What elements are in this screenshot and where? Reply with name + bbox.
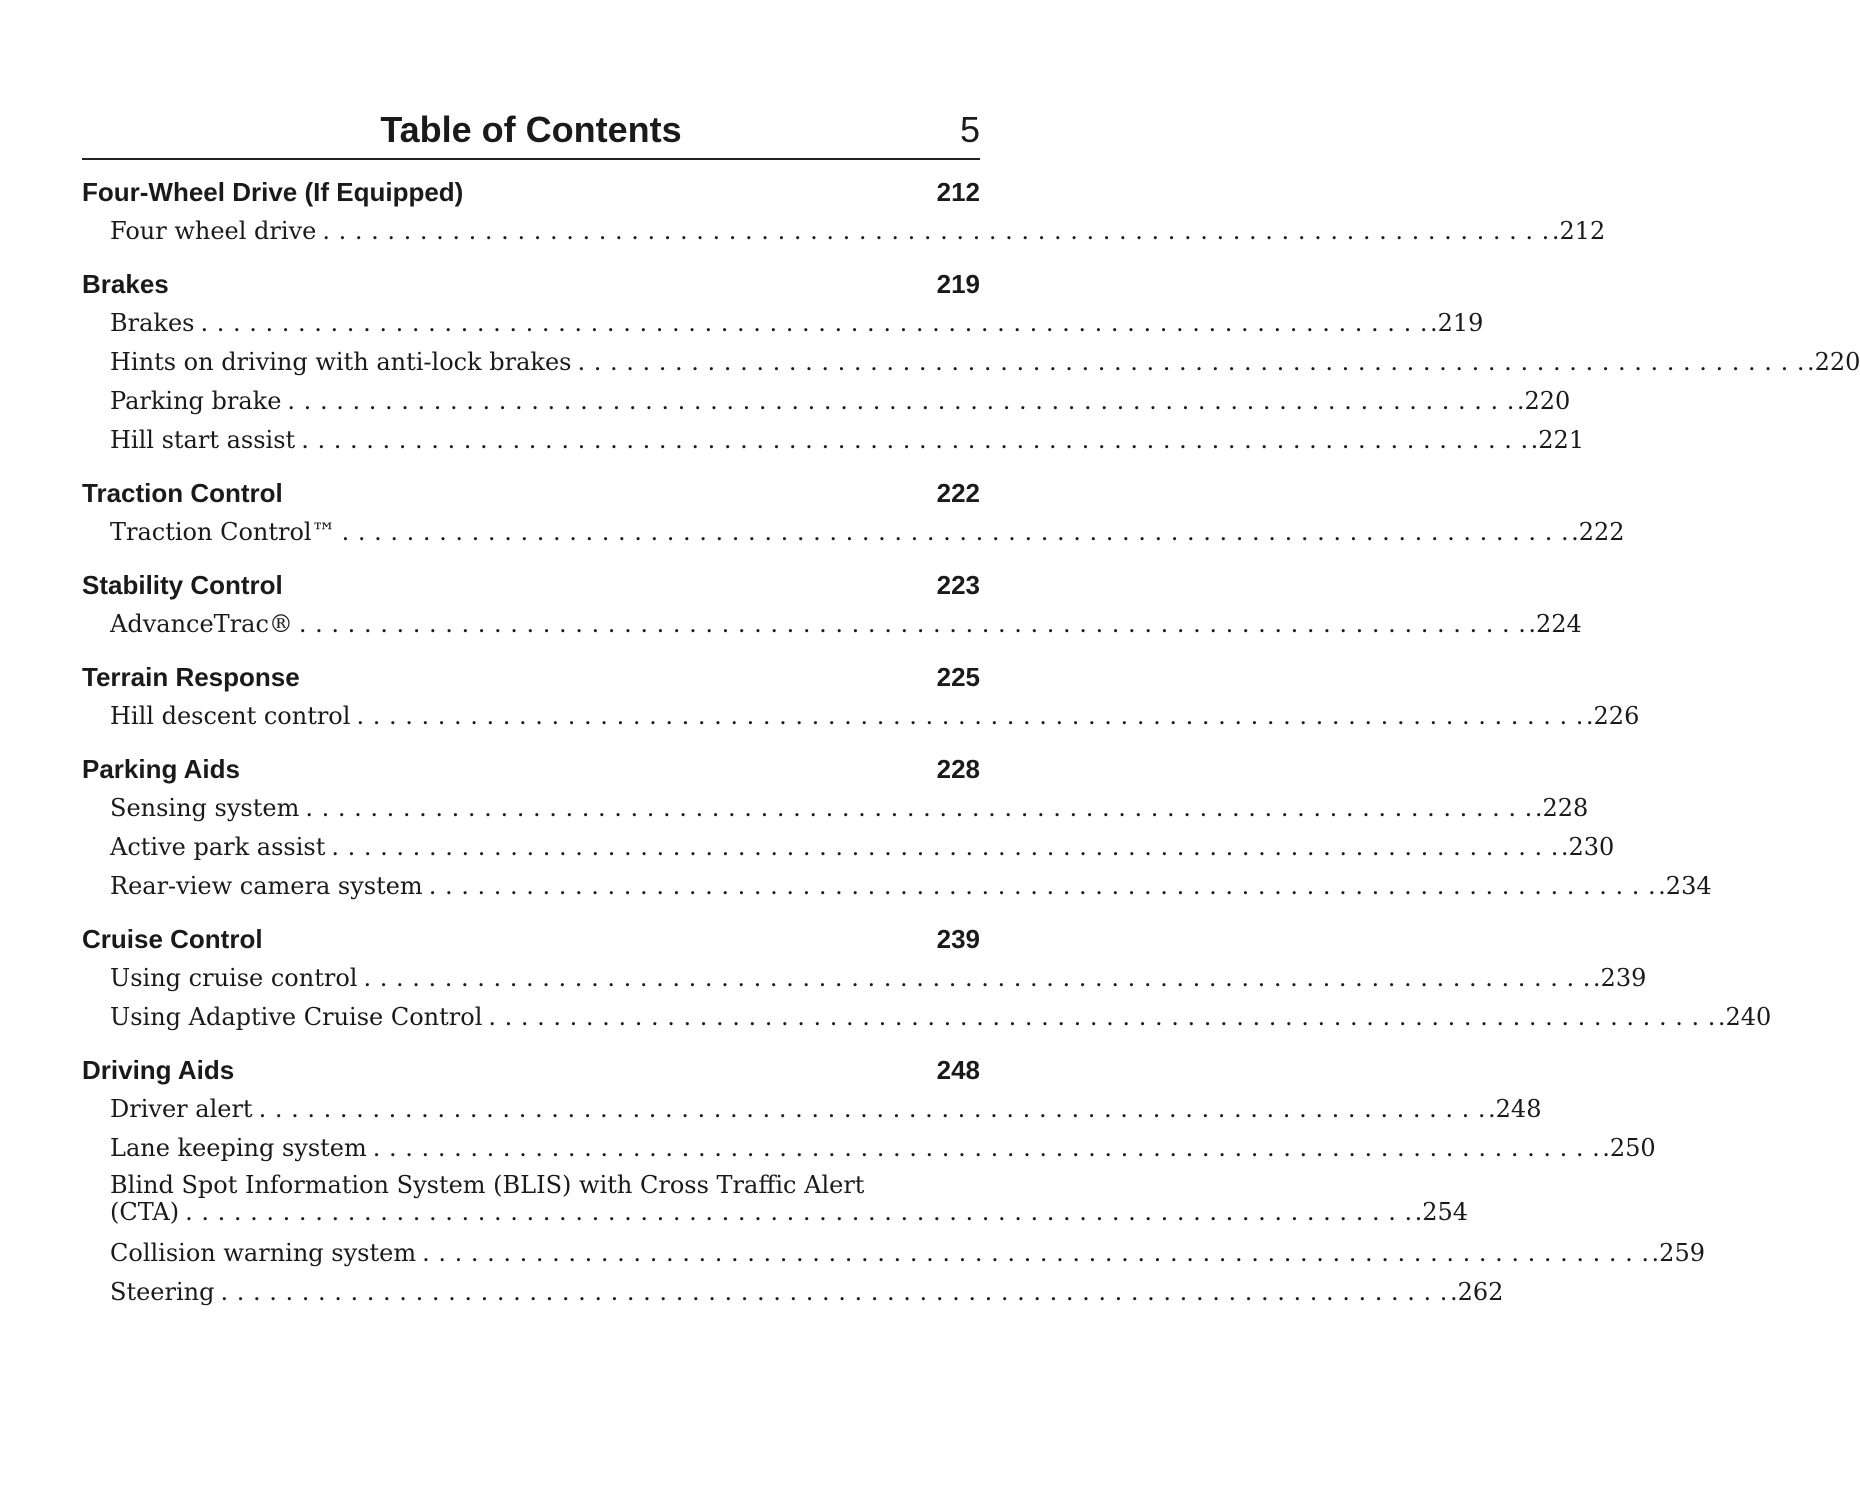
toc-entry[interactable]	[82, 212, 1606, 251]
toc-section	[82, 264, 1860, 460]
entry-label: Hill descent control	[110, 702, 351, 730]
entry-label: Collision warning system	[110, 1239, 417, 1267]
entry-label: Blind Spot Information System (BLIS) with Cross Traffic Alert	[110, 1171, 865, 1199]
section-page: 223	[936, 570, 980, 600]
dot-leader: . . . . . . . . . . . . . . . . . . . . . . . . . . . . . . . . . . . . . . . . . . . . . . . . . . . . . . . . . . . . . . . . . . . . . . . . . . . .	[200, 309, 1428, 337]
dot-leader: . . . . . . . . . . . . . . . . . . . . . . . . . . . . . . . . . . . . . . . . . . . . . . . . . . . . . . . . . . . . . . . . . . . . . . . . . . . .	[322, 217, 1550, 245]
section-heading[interactable]	[82, 473, 980, 513]
toc-section	[82, 749, 1712, 906]
entry-page: .248	[1488, 1095, 1542, 1123]
section-page: 239	[936, 924, 980, 954]
entry-label: Driver alert	[110, 1095, 253, 1123]
dot-leader: . . . . . . . . . . . . . . . . . . . . . . . . . . . . . . . . . . . . . . . . . . . . . . . . . . . . . . . . . . . . . . . . . . . . . . . . . . . .	[356, 702, 1584, 730]
dot-leader: . . . . . . . . . . . . . . . . . . . . . . . . . . . . . . . . . . . . . . . . . . . . . . . . . . . . . . . . . . . . . . . . . . . . . . . . . . . .	[372, 1134, 1601, 1162]
dot-leader: . . . . . . . . . . . . . . . . . . . . . . . . . . . . . . . . . . . . . . . . . . . . . . . . . . . . . . . . . . . . . . . . . . . . . . . . . . . .	[298, 610, 1527, 638]
toc-entry[interactable]	[82, 867, 1712, 906]
section-title: Driving Aids	[82, 1055, 235, 1085]
toc-entry[interactable]	[82, 1090, 1542, 1129]
toc-entry[interactable]	[82, 1234, 1705, 1273]
dot-leader: . . . . . . . . . . . . . . . . . . . . . . . . . . . . . . . . . . . . . . . . . . . . . . . . . . . . . . . . . . . . . . . . . . . . . . . . . . . .	[185, 1198, 1413, 1226]
entry-label: AdvanceTrac®	[110, 610, 293, 638]
entry-label: Using cruise control	[110, 964, 358, 992]
section-title: Stability Control	[82, 570, 283, 600]
toc-entry[interactable]	[82, 513, 1625, 552]
entry-label: Sensing system	[110, 794, 300, 822]
dot-leader: . . . . . . . . . . . . . . . . . . . . . . . . . . . . . . . . . . . . . . . . . . . . . . . . . . . . . . . . . . . . . . . . . . . . . . . . . . . .	[577, 348, 1805, 376]
dot-leader: . . . . . . . . . . . . . . . . . . . . . . . . . . . . . . . . . . . . . . . . . . . . . . . . . . . . . . . . . . . . . . . . . . . . . . . . . . . .	[305, 794, 1533, 822]
table-of-contents	[82, 172, 1860, 1325]
dot-leader: . . . . . . . . . . . . . . . . . . . . . . . . . . . . . . . . . . . . . . . . . . . . . . . . . . . . . . . . . . . . . . . . . . . . . . . . . . . .	[220, 1278, 1448, 1306]
entry-page: .220	[1806, 348, 1860, 376]
entry-label: Steering	[110, 1278, 215, 1306]
entry-label: Active park assist	[110, 833, 326, 861]
entry-label: Using Adaptive Cruise Control	[110, 1003, 483, 1031]
toc-entry[interactable]	[82, 1129, 1656, 1168]
section-title: Brakes	[82, 269, 169, 299]
toc-entry[interactable]	[82, 828, 1615, 867]
section-title: Parking Aids	[82, 754, 240, 784]
entry-page: .224	[1528, 610, 1582, 638]
dot-leader: . . . . . . . . . . . . . . . . . . . . . . . . . . . . . . . . . . . . . . . . . . . . . . . . . . . . . . . . . . . . . . . . . . . . . . . . . . . .	[422, 1239, 1650, 1267]
dot-leader: . . . . . . . . . . . . . . . . . . . . . . . . . . . . . . . . . . . . . . . . . . . . . . . . . . . . . . . . . . . . . . . . . . . . . . . . . . . .	[488, 1003, 1716, 1031]
entry-label: Rear-view camera system	[110, 872, 423, 900]
entry-page: .240	[1717, 1003, 1772, 1031]
section-heading[interactable]	[82, 565, 980, 605]
toc-entry[interactable]	[82, 959, 1647, 998]
section-page: 225	[936, 662, 980, 692]
entry-label-continuation	[110, 1198, 1469, 1226]
toc-section	[82, 473, 1625, 552]
page-header	[82, 106, 980, 160]
toc-section	[82, 919, 1772, 1037]
toc-entry[interactable]	[82, 1168, 1469, 1234]
toc-section	[82, 1050, 1705, 1312]
toc-entry[interactable]	[82, 789, 1589, 828]
section-title: Terrain Response	[82, 662, 300, 692]
toc-section	[82, 565, 1582, 644]
entry-page: .230	[1560, 833, 1615, 861]
toc-entry[interactable]	[82, 1273, 1504, 1312]
section-page: 222	[936, 478, 980, 508]
entry-label: Four wheel drive	[110, 217, 317, 245]
section-heading[interactable]	[82, 172, 980, 212]
dot-leader: . . . . . . . . . . . . . . . . . . . . . . . . . . . . . . . . . . . . . . . . . . . . . . . . . . . . . . . . . . . . . . . . . . . . . . . . . . . .	[258, 1095, 1487, 1123]
dot-leader: . . . . . . . . . . . . . . . . . . . . . . . . . . . . . . . . . . . . . . . . . . . . . . . . . . . . . . . . . . . . . . . . . . . . . . . . . . . .	[287, 387, 1515, 415]
dot-leader: . . . . . . . . . . . . . . . . . . . . . . . . . . . . . . . . . . . . . . . . . . . . . . . . . . . . . . . . . . . . . . . . . . . . . . . . . . . .	[331, 833, 1559, 861]
section-title: Traction Control	[82, 478, 283, 508]
section-page: 219	[936, 269, 980, 299]
section-heading[interactable]	[82, 749, 980, 789]
dot-leader: . . . . . . . . . . . . . . . . . . . . . . . . . . . . . . . . . . . . . . . . . . . . . . . . . . . . . . . . . . . . . . . . . . . . . . . . . . . .	[301, 426, 1529, 454]
section-title: Four-Wheel Drive (If Equipped)	[82, 177, 464, 207]
toc-section	[82, 172, 1606, 251]
dot-leader: . . . . . . . . . . . . . . . . . . . . . . . . . . . . . . . . . . . . . . . . . . . . . . . . . . . . . . . . . . . . . . . . . . . . . . . . . . . .	[363, 964, 1591, 992]
section-title: Cruise Control	[82, 924, 263, 954]
toc-entry[interactable]	[82, 998, 1772, 1037]
section-page: 228	[936, 754, 980, 784]
section-page: 212	[936, 177, 980, 207]
toc-entry[interactable]	[82, 343, 1860, 382]
toc-entry[interactable]	[82, 605, 1582, 644]
toc-entry[interactable]	[82, 304, 1484, 343]
dot-leader: . . . . . . . . . . . . . . . . . . . . . . . . . . . . . . . . . . . . . . . . . . . . . . . . . . . . . . . . . . . . . . . . . . . . . . . . . . . .	[341, 518, 1570, 546]
entry-page: .250	[1602, 1134, 1656, 1162]
entry-page: .221	[1530, 426, 1585, 454]
entry-label: Brakes	[110, 309, 195, 337]
page-number: 5	[959, 109, 980, 150]
entry-label: Lane keeping system	[110, 1134, 367, 1162]
dot-leader: . . . . . . . . . . . . . . . . . . . . . . . . . . . . . . . . . . . . . . . . . . . . . . . . . . . . . . . . . . . . . . . . . . . . . . . . . . . .	[428, 872, 1657, 900]
page-title: Table of Contents	[380, 109, 682, 150]
entry-page: .226	[1585, 702, 1640, 730]
toc-entry[interactable]	[82, 421, 1585, 460]
toc-entry[interactable]	[82, 382, 1571, 421]
entry-page: .254	[1414, 1198, 1469, 1226]
entry-label-cont: (CTA)	[110, 1198, 180, 1226]
section-heading[interactable]	[82, 657, 980, 697]
entry-page: .222	[1571, 518, 1625, 546]
entry-page: .228	[1534, 794, 1589, 822]
entry-page: .220	[1516, 387, 1571, 415]
entry-page: .259	[1651, 1239, 1705, 1267]
section-page: 248	[936, 1055, 980, 1085]
entry-page: .212	[1551, 217, 1606, 245]
entry-label: Parking brake	[110, 387, 282, 415]
entry-page: .239	[1592, 964, 1647, 992]
section-heading[interactable]	[82, 264, 980, 304]
entry-page: .234	[1658, 872, 1712, 900]
entry-label: Hill start assist	[110, 426, 296, 454]
toc-section	[82, 657, 1640, 736]
entry-page: .219	[1429, 309, 1484, 337]
entry-label: Hints on driving with anti-lock brakes	[110, 348, 572, 376]
section-heading[interactable]	[82, 919, 980, 959]
entry-page: .262	[1449, 1278, 1504, 1306]
entry-label: Traction Control™	[110, 518, 336, 546]
section-heading[interactable]	[82, 1050, 980, 1090]
toc-entry[interactable]	[82, 697, 1640, 736]
